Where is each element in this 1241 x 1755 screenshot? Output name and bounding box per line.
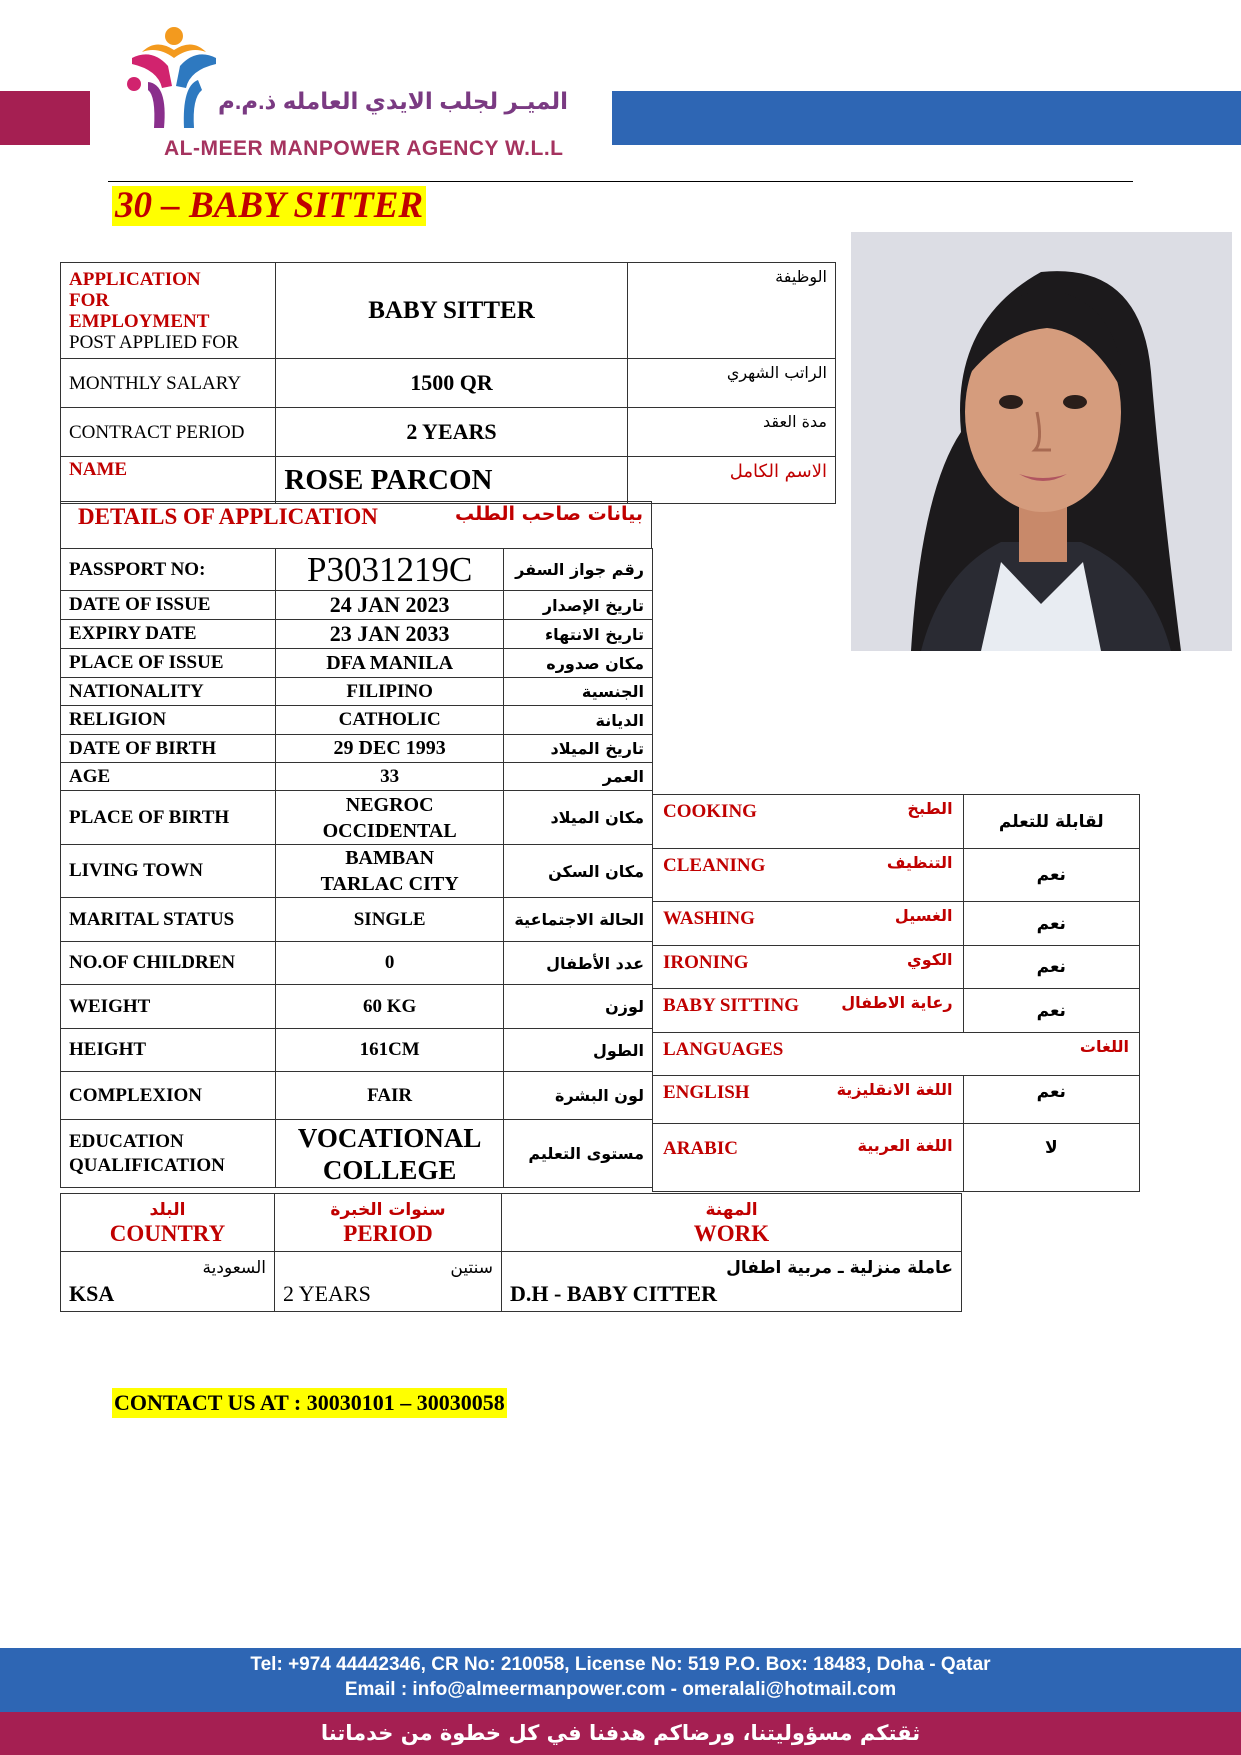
place-of-issue-label: PLACE OF ISSUE bbox=[61, 649, 276, 678]
contract-label: CONTRACT PERIOD bbox=[61, 408, 276, 457]
place-of-birth-label-ar: مكان الميلاد bbox=[504, 791, 653, 845]
marital-status-value: SINGLE bbox=[276, 898, 504, 942]
table-row bbox=[61, 549, 653, 591]
salary-label-ar: الراتب الشهري bbox=[627, 359, 835, 408]
nationality-value: FILIPINO bbox=[276, 678, 504, 706]
applicant-details-table bbox=[60, 548, 653, 1188]
place-of-issue-value: DFA MANILA bbox=[276, 649, 504, 678]
skill-label-ar: الكوي bbox=[907, 950, 953, 969]
living-town-label: LIVING TOWN bbox=[61, 845, 276, 898]
place-of-issue-label-ar: مكان صدوره bbox=[504, 649, 653, 678]
table-row bbox=[61, 678, 653, 706]
work-header-en: WORK bbox=[693, 1220, 770, 1246]
table-row bbox=[61, 1120, 653, 1188]
skill-label-ar: التنظيف bbox=[886, 853, 953, 872]
post-label-ar: الوظيفة bbox=[627, 263, 835, 359]
weight-value: 60 KG bbox=[276, 985, 504, 1029]
logo-english-text: AL-MEER MANPOWER AGENCY W.L.L bbox=[164, 137, 564, 160]
table-row bbox=[653, 989, 1140, 1033]
table-row bbox=[653, 902, 1140, 946]
table-row bbox=[653, 1076, 1140, 1124]
language-label: ENGLISH bbox=[663, 1082, 750, 1103]
table-row bbox=[61, 1072, 653, 1120]
post-label-line2: FOR bbox=[69, 289, 110, 311]
education-label-ar: مستوى التعليم bbox=[504, 1120, 653, 1188]
languages-header bbox=[653, 1033, 1140, 1076]
children-label-ar: عدد الأطفال bbox=[504, 942, 653, 985]
name-label: NAME bbox=[61, 457, 276, 504]
religion-value: CATHOLIC bbox=[276, 706, 504, 735]
table-row bbox=[61, 1194, 962, 1252]
place-of-birth-label: PLACE OF BIRTH bbox=[61, 791, 276, 845]
passport-value: P3031219C bbox=[276, 549, 504, 591]
table-row bbox=[61, 359, 836, 408]
period-header bbox=[275, 1194, 502, 1252]
header-accent-bar-right bbox=[612, 91, 1241, 145]
religion-label-ar: الديانة bbox=[504, 706, 653, 735]
table-row bbox=[61, 649, 653, 678]
living-town-line2: TARLAC CITY bbox=[320, 873, 459, 895]
table-row bbox=[61, 408, 836, 457]
table-row bbox=[61, 763, 653, 791]
salary-value: 1500 QR bbox=[276, 359, 627, 408]
skill-answer: نعم bbox=[963, 902, 1139, 946]
table-row bbox=[653, 1033, 1140, 1076]
marital-status-label-ar: الحالة الاجتماعية bbox=[504, 898, 653, 942]
skill-label: CLEANING bbox=[663, 855, 766, 876]
children-label: NO.OF CHILDREN bbox=[61, 942, 276, 985]
country-header-en: COUNTRY bbox=[109, 1220, 226, 1246]
post-label bbox=[61, 263, 276, 359]
work-value: D.H - BABY CITTER bbox=[510, 1280, 717, 1306]
complexion-label-ar: لون البشرة bbox=[504, 1072, 653, 1120]
skill-cooking bbox=[653, 795, 964, 849]
table-row bbox=[61, 898, 653, 942]
skill-label-ar: الطبخ bbox=[907, 799, 953, 818]
living-town-label-ar: مكان السكن bbox=[504, 845, 653, 898]
table-row bbox=[61, 591, 653, 620]
post-label-line4: POST APPLIED FOR bbox=[69, 331, 239, 353]
skill-label: COOKING bbox=[663, 801, 757, 822]
table-row bbox=[61, 985, 653, 1029]
period-header-en: PERIOD bbox=[343, 1220, 433, 1246]
table-row bbox=[61, 263, 836, 359]
experience-table bbox=[60, 1193, 962, 1312]
table-row bbox=[61, 845, 653, 898]
language-label-ar: اللغة العربية bbox=[857, 1136, 953, 1155]
table-row bbox=[653, 946, 1140, 989]
skill-label: IRONING bbox=[663, 952, 749, 973]
details-heading-ar: بيانات صاحب الطلب bbox=[455, 503, 643, 525]
expiry-date-label: EXPIRY DATE bbox=[61, 620, 276, 649]
contract-value: 2 YEARS bbox=[276, 408, 627, 457]
education-label-line2: QUALIFICATION bbox=[69, 1154, 225, 1176]
complexion-label: COMPLEXION bbox=[61, 1072, 276, 1120]
post-label-line1: APPLICATION bbox=[69, 268, 201, 290]
dob-label: DATE OF BIRTH bbox=[61, 735, 276, 763]
passport-label: PASSPORT NO: bbox=[61, 549, 276, 591]
dob-label-ar: تاريخ الميلاد bbox=[504, 735, 653, 763]
table-row bbox=[653, 849, 1140, 902]
table-row bbox=[653, 795, 1140, 849]
header-accent-bar-left bbox=[0, 91, 90, 145]
language-answer: نعم bbox=[963, 1076, 1139, 1124]
post-value: BABY SITTER bbox=[276, 263, 627, 359]
language-english bbox=[653, 1076, 964, 1124]
skill-answer: نعم bbox=[963, 946, 1139, 989]
education-value bbox=[276, 1120, 504, 1188]
country-header bbox=[61, 1194, 275, 1252]
application-summary-table bbox=[60, 262, 836, 504]
work-ar: عاملة منزلية ـ مربية اطفال bbox=[726, 1257, 953, 1278]
skill-label: BABY SITTING bbox=[663, 995, 800, 1016]
age-label: AGE bbox=[61, 763, 276, 791]
work-header-ar: المهنة bbox=[705, 1199, 758, 1220]
period-ar: سنتين bbox=[450, 1257, 493, 1278]
dob-value: 29 DEC 1993 bbox=[276, 735, 504, 763]
weight-label: WEIGHT bbox=[61, 985, 276, 1029]
footer-phone-address: Tel: +974 44442346, CR No: 210058, License No: 519 P.O. Box: 18483, Doha - Qatar bbox=[250, 1654, 991, 1675]
weight-label-ar: لوزن bbox=[504, 985, 653, 1029]
table-row bbox=[61, 791, 653, 845]
country-value: KSA bbox=[69, 1280, 115, 1306]
living-town-value bbox=[276, 845, 504, 898]
post-label-line3: EMPLOYMENT bbox=[69, 310, 210, 332]
skill-cleaning bbox=[653, 849, 964, 902]
applicant-photo bbox=[851, 232, 1232, 651]
page-title: 30 – BABY SITTER bbox=[112, 186, 426, 226]
place-of-birth-value bbox=[276, 791, 504, 845]
skill-answer: نعم bbox=[963, 989, 1139, 1033]
education-label-line1: EDUCATION bbox=[69, 1130, 184, 1152]
contact-info: CONTACT US AT : 30030101 – 30030058 bbox=[112, 1388, 507, 1418]
country-ar: السعودية bbox=[202, 1257, 266, 1278]
logo-arabic-text: الميـر لجلب الايدي العامله ذ.م.م bbox=[218, 88, 569, 114]
country-cell bbox=[61, 1252, 275, 1312]
marital-status-label: MARITAL STATUS bbox=[61, 898, 276, 942]
table-row bbox=[61, 1029, 653, 1072]
skill-baby-sitting bbox=[653, 989, 964, 1033]
table-row bbox=[61, 942, 653, 985]
table-row bbox=[61, 735, 653, 763]
period-header-ar: سنوات الخبرة bbox=[330, 1199, 446, 1220]
skill-label-ar: رعاية الاطفال bbox=[841, 993, 953, 1012]
period-cell bbox=[275, 1252, 502, 1312]
nationality-label: NATIONALITY bbox=[61, 678, 276, 706]
languages-label-ar: اللغات bbox=[1079, 1037, 1129, 1056]
footer-slogan: ثقتكم مسؤوليتنا، ورضاكم هدفنا في كل خطوة من خدماتنا bbox=[320, 1721, 921, 1745]
education-value-line2: COLLEGE bbox=[322, 1154, 457, 1185]
height-label: HEIGHT bbox=[61, 1029, 276, 1072]
country-header-ar: البلد bbox=[149, 1199, 186, 1220]
issue-date-label: DATE OF ISSUE bbox=[61, 591, 276, 620]
details-heading: DETAILS OF APPLICATION bbox=[78, 504, 378, 529]
work-header bbox=[502, 1194, 962, 1252]
education-value-line1: VOCATIONAL bbox=[297, 1122, 482, 1153]
work-cell bbox=[502, 1252, 962, 1312]
education-label bbox=[61, 1120, 276, 1188]
name-value: ROSE PARCON bbox=[276, 457, 627, 504]
table-row bbox=[61, 457, 836, 504]
language-label: ARABIC bbox=[663, 1138, 738, 1159]
children-value: 0 bbox=[276, 942, 504, 985]
expiry-date-value: 23 JAN 2033 bbox=[276, 620, 504, 649]
skill-washing bbox=[653, 902, 964, 946]
language-label-ar: اللغة الانقليزية bbox=[836, 1080, 953, 1099]
nationality-label-ar: الجنسية bbox=[504, 678, 653, 706]
footer-email: Email : info@almeermanpower.com - omeralali@hotmail.com bbox=[344, 1679, 897, 1700]
religion-label: RELIGION bbox=[61, 706, 276, 735]
age-label-ar: العمر bbox=[504, 763, 653, 791]
period-value: 2 YEARS bbox=[283, 1280, 371, 1306]
passport-label-ar: رقم جواز السفر bbox=[504, 549, 653, 591]
table-row bbox=[61, 706, 653, 735]
languages-label: LANGUAGES bbox=[663, 1039, 784, 1060]
table-row bbox=[61, 620, 653, 649]
contract-label-ar: مدة العقد bbox=[627, 408, 835, 457]
company-logo-icon bbox=[112, 24, 236, 136]
place-of-birth-line2: OCCIDENTAL bbox=[322, 819, 457, 842]
place-of-birth-line1: NEGROC bbox=[345, 793, 434, 816]
table-row bbox=[653, 1124, 1140, 1192]
table-row bbox=[61, 1252, 962, 1312]
language-arabic bbox=[653, 1124, 964, 1192]
age-value: 33 bbox=[276, 763, 504, 791]
skill-label: WASHING bbox=[663, 908, 755, 929]
header-divider bbox=[108, 181, 1133, 182]
salary-label: MONTHLY SALARY bbox=[61, 359, 276, 408]
issue-date-label-ar: تاريخ الإصدار bbox=[504, 591, 653, 620]
skill-ironing bbox=[653, 946, 964, 989]
language-answer: لا bbox=[963, 1124, 1139, 1192]
skill-answer: لقابلة للتعلم bbox=[963, 795, 1139, 849]
issue-date-value: 24 JAN 2023 bbox=[276, 591, 504, 620]
skill-label-ar: الغسيل bbox=[894, 906, 953, 925]
skill-answer: نعم bbox=[963, 849, 1139, 902]
height-value: 161CM bbox=[276, 1029, 504, 1072]
complexion-value: FAIR bbox=[276, 1072, 504, 1120]
name-label-ar: الاسم الكامل bbox=[627, 457, 835, 504]
expiry-date-label-ar: تاريخ الانتهاء bbox=[504, 620, 653, 649]
living-town-line1: BAMBAN bbox=[345, 847, 435, 869]
skills-table bbox=[652, 794, 1140, 1192]
height-label-ar: الطول bbox=[504, 1029, 653, 1072]
